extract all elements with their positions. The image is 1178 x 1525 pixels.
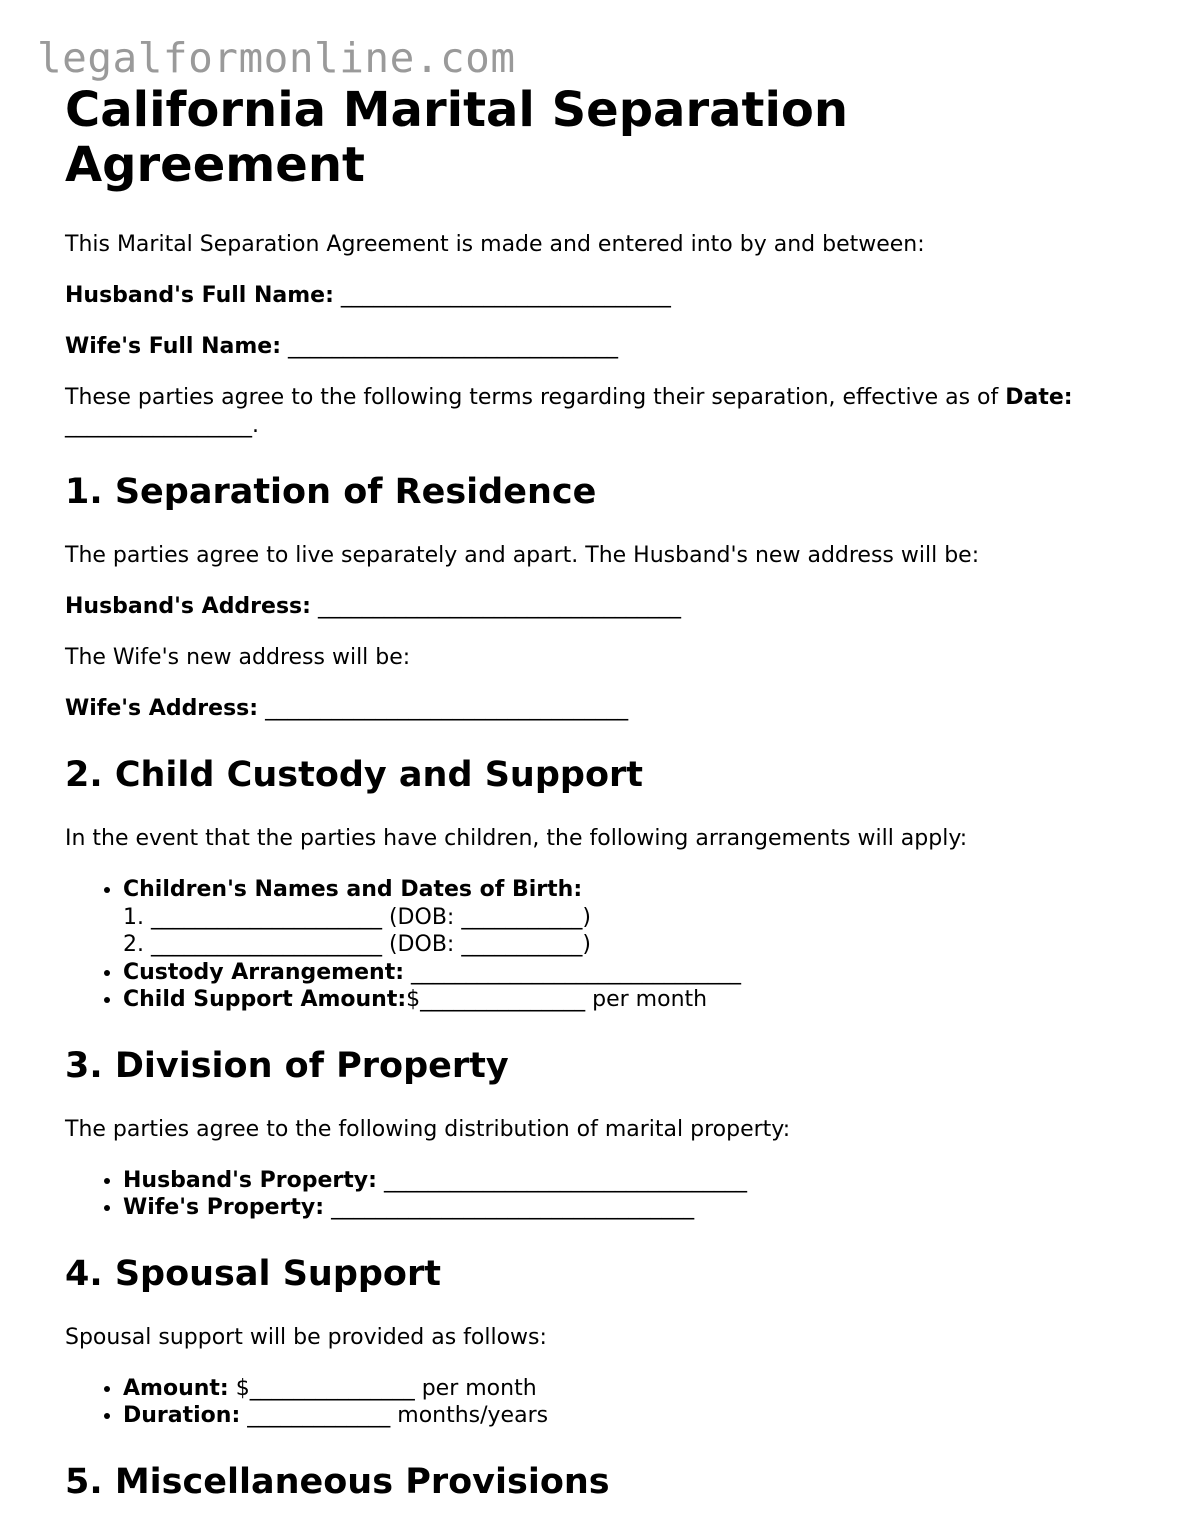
husband-address-blank: _________________________________: [317, 594, 681, 619]
custody-blank: ______________________________: [411, 959, 742, 985]
wife-address-field: [65, 695, 1125, 723]
list-item: [123, 1375, 1125, 1403]
section-5-heading: 5. Miscellaneous Provisions: [65, 1461, 610, 1502]
husband-property-blank: _________________________________: [383, 1167, 747, 1193]
duration-label: Duration:: [123, 1403, 241, 1428]
section-2-text: In the event that the parties have children, the following arrangements will apply:: [65, 826, 968, 851]
wife-address-label: Wife's Address:: [65, 696, 259, 721]
child-support-label: Child Support Amount:: [123, 987, 407, 1012]
list-item: [123, 1167, 1125, 1195]
date-label: Date:: [1005, 385, 1073, 410]
children-label: Children's Names and Dates of Birth:: [123, 877, 583, 902]
child-support-blank: $_______________ per month: [406, 987, 708, 1012]
amount-blank: $_______________ per month: [235, 1375, 537, 1401]
husband-address-field: [65, 593, 1125, 621]
section-4-heading: 4. Spousal Support: [65, 1253, 441, 1294]
wife-name-field: [65, 333, 1125, 361]
wife-name-label: Wife's Full Name:: [65, 334, 282, 359]
wife-property-blank: _________________________________: [331, 1195, 695, 1220]
section-1-heading: 1. Separation of Residence: [65, 472, 597, 512]
child-1-line: 1. _____________________ (DOB: ___________): [123, 904, 591, 930]
husband-address-label: Husband's Address:: [65, 594, 311, 619]
section-1-text: The parties agree to live separately and apart. The Husband's new address will be:: [65, 543, 980, 568]
effective-text: These parties agree to the following terms regarding their separation, effective as of: [65, 385, 999, 410]
document-title: California Marital Separation Agreement: [65, 82, 849, 193]
husband-name-field: [65, 282, 1125, 310]
section-3-text: The parties agree to the following distribution of marital property:: [65, 1116, 791, 1142]
effective-date-paragraph: [65, 384, 1125, 440]
property-list: [65, 1167, 1125, 1222]
section-4-text: Spousal support will be provided as follows:: [65, 1324, 547, 1350]
duration-blank: _____________ months/years: [247, 1403, 549, 1428]
site-watermark: legalformonline.com: [37, 34, 516, 82]
wife-property-label: Wife's Property:: [123, 1195, 325, 1220]
date-blank: _________________.: [65, 413, 259, 438]
amount-label: Amount:: [123, 1375, 229, 1401]
wife-address-text: The Wife's new address will be:: [65, 645, 411, 670]
list-item: [123, 959, 1125, 987]
custody-label: Custody Arrangement:: [123, 959, 405, 985]
wife-address-blank: _________________________________: [265, 696, 629, 721]
husband-name-label: Husband's Full Name:: [65, 283, 334, 308]
list-item: [123, 986, 1125, 1014]
list-item: [123, 1194, 1125, 1222]
child-arrangements-list: [65, 876, 1125, 1014]
list-item: [123, 876, 1125, 959]
wife-name-blank: ______________________________: [288, 334, 619, 359]
section-2-heading: 2. Child Custody and Support: [65, 755, 643, 795]
husband-name-blank: ______________________________: [340, 283, 671, 308]
intro-paragraph: This Marital Separation Agreement is made and entered into by and between:: [65, 232, 925, 257]
child-2-line: 2. _____________________ (DOB: ___________): [123, 932, 591, 957]
list-item: [123, 1402, 1125, 1430]
section-3-heading: 3. Division of Property: [65, 1045, 509, 1086]
spousal-support-list: [65, 1375, 1125, 1430]
document-page: [65, 83, 1125, 1502]
husband-property-label: Husband's Property:: [123, 1167, 377, 1193]
